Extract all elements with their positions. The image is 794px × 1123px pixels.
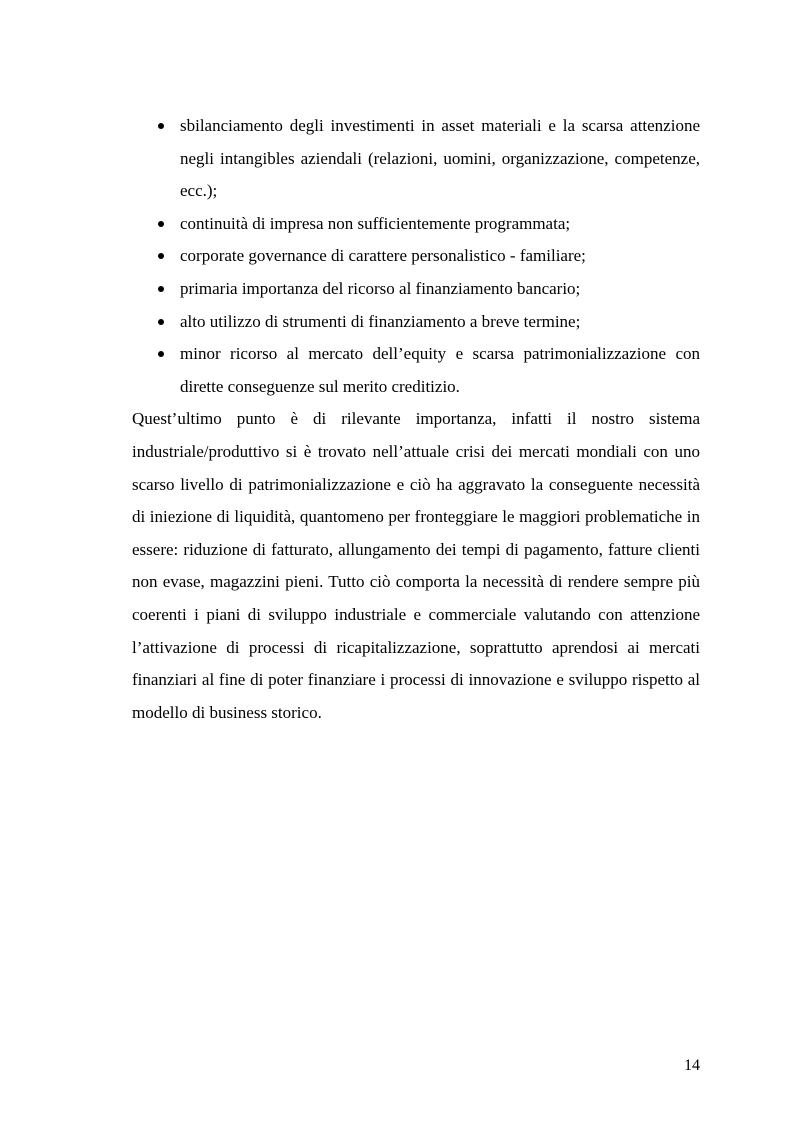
list-item-text: minor ricorso al mercato dell’equity e scarsa patrimonializzazione con dirette conseguenze sul merito creditizio. xyxy=(180,344,700,396)
page-number: 14 xyxy=(684,1057,700,1074)
list-item xyxy=(132,306,700,339)
bullet-icon xyxy=(158,123,164,129)
list-item-text: primaria importanza del ricorso al finanziamento bancario; xyxy=(180,278,581,298)
list-item xyxy=(132,273,700,306)
bullet-icon xyxy=(158,221,164,227)
list-item xyxy=(132,240,700,273)
bullet-icon xyxy=(158,319,164,325)
list-item-text: sbilanciamento degli investimenti in asset materiali e la scarsa attenzione negli intangibles aziendali (relazioni, uomini, organizzazione, competenze, ecc.); xyxy=(180,116,700,201)
body-paragraph: Quest’ultimo punto è di rilevante importanza, infatti il nostro sistema industriale/produttivo si è trovato nell’attuale crisi dei mercati mondiali con uno scarso livello di patrimonializzazione e ciò ha aggravato la conseguente necessità di iniezione di liquidità, quantomeno per fronteggiare le maggiori problematiche in essere: riduzione di fatturato, allungamento dei tempi di pagamento, fatture clienti non evase, magazzini pieni. Tutto ciò comporta la necessità di rendere sempre più coerenti i piani di sviluppo industriale e commerciale valutando con attenzione l’attivazione di processi di ricapitalizzazione, soprattutto aprendosi ai mercati finanziari al fine di poter finanziare i processi di innovazione e sviluppo rispetto al modello di business storico. xyxy=(132,409,700,722)
list-item xyxy=(132,208,700,241)
bullet-icon xyxy=(158,253,164,259)
page-content xyxy=(132,110,700,729)
list-item-text: continuità di impresa non sufficientemente programmata; xyxy=(180,213,571,233)
list-item-text: corporate governance di carattere personalistico - familiare; xyxy=(180,246,586,266)
bullet-icon xyxy=(158,351,164,357)
bullet-list xyxy=(132,110,700,403)
list-item xyxy=(132,110,700,208)
list-item xyxy=(132,338,700,403)
list-item-text: alto utilizzo di strumenti di finanziamento a breve termine; xyxy=(180,311,581,331)
bullet-icon xyxy=(158,286,164,292)
